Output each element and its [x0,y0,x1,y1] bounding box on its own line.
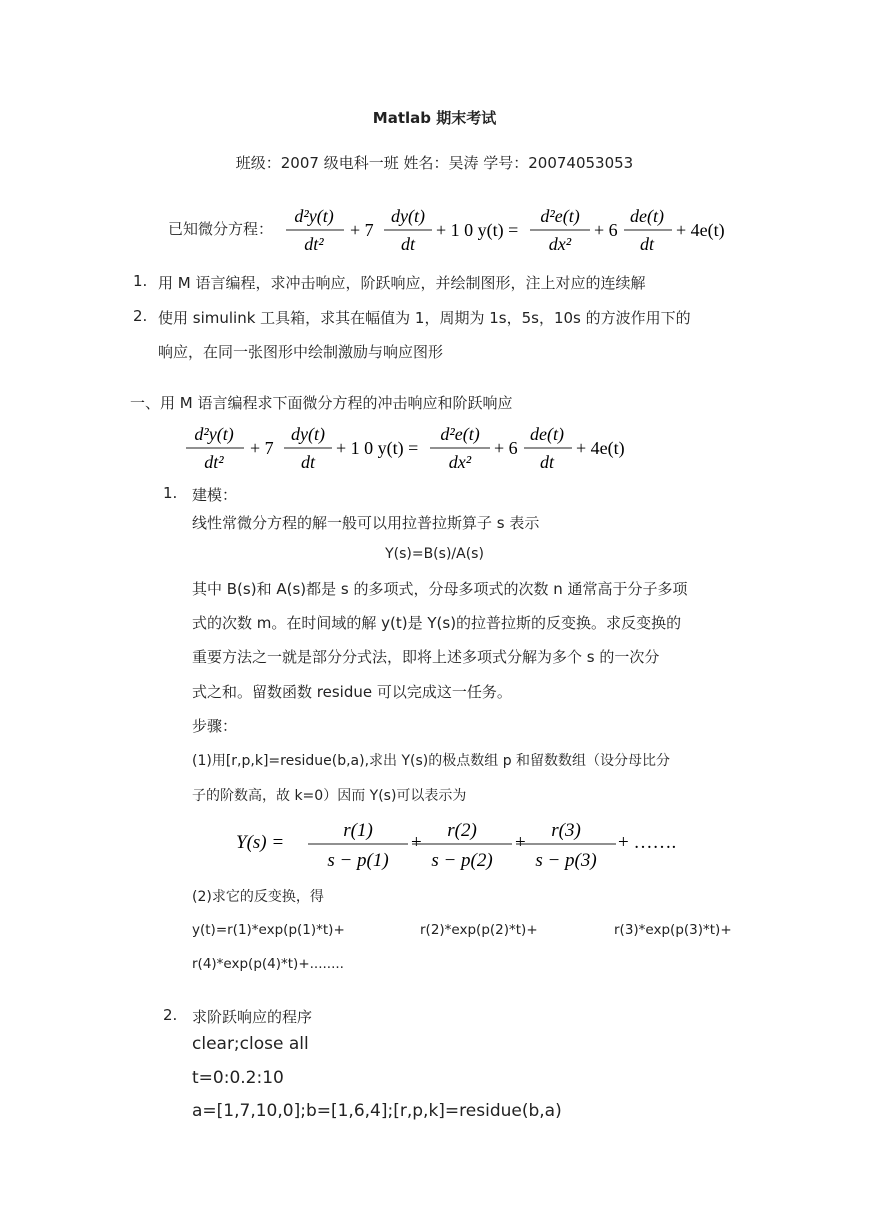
partial-fraction-formula [236,814,676,876]
svg-text:de(t): de(t) [530,424,564,444]
student-info: 班级：2007 级电科一班 姓名：吴涛 学号：20074053053 [235,154,634,172]
ys-lhs: Y(s) = [236,832,285,853]
code-line: t=0:0.2:10 [192,1068,284,1088]
svg-text:dt²: dt² [204,452,224,472]
paragraph-line: 式的次数 m。在时间域的解 y(t)是 Y(s)的拉普拉斯的反变换。求反变换的 [192,614,682,632]
task-text: 用 M 语言编程，求冲击响应，阶跃响应，并绘制图形，注上对应的连续解 [158,274,646,292]
task-text-cont: 响应，在同一张图形中绘制激励与响应图形 [158,343,444,361]
paragraph-line: 式之和。留数函数 residue 可以完成这一任务。 [192,683,512,701]
svg-text:+: + [515,832,526,853]
svg-text:dx²: dx² [448,452,472,472]
svg-text:+ 7: + 7 [250,438,274,458]
frac-num: d²e(t) [540,206,580,226]
coef-4: + 4e(t) [676,220,725,240]
formula: Y(s)=B(s)/A(s) [385,546,484,562]
svg-text:dt: dt [539,452,555,472]
item-label: 求阶跃响应的程序 [192,1008,313,1026]
coef-10: + 1 0 y(t) = [436,220,519,240]
task-text: 使用 simulink 工具箱，求其在幅值为 1，周期为 1s，5s，10s 的方波作用下的 [158,309,691,327]
frac-num: dy(t) [391,206,425,226]
code-line: a=[1,7,10,0];b=[1,6,4];[r,p,k]=residue(b,a) [192,1101,562,1121]
svg-text:s − p(3): s − p(3) [535,850,597,871]
item-label: 建模： [192,486,238,504]
frac-den: dx² [548,234,572,254]
frac-num: d²y(t) [294,206,334,226]
svg-text:+ …….: + ……. [618,832,676,853]
svg-text:+ 6: + 6 [494,438,518,458]
frac-num: de(t) [630,206,664,226]
steps-label: 步骤： [192,717,238,735]
svg-text:r(3): r(3) [551,820,581,841]
svg-text:r(1): r(1) [343,820,373,841]
task-number: 1. [133,272,148,290]
task-number: 2. [133,307,148,325]
frac-den: dt [639,234,655,254]
step-line: 子的阶数高，故 k=0）因而 Y(s)可以表示为 [192,788,467,804]
step-line: (2)求它的反变换，得 [192,889,324,905]
paragraph-line: 其中 B(s)和 A(s)都是 s 的多项式，分母多项式的次数 n 通常高于分子多项 [192,580,688,598]
paragraph-line: 重要方法之一就是部分分式法，即将上述多项式分解为多个 s 的一次分 [192,648,660,666]
item-number: 2. [163,1006,178,1024]
yt-part: r(2)*exp(p(2)*t)+ [420,922,538,938]
svg-text:d²y(t): d²y(t) [194,424,234,444]
svg-text:s − p(1): s − p(1) [327,850,389,871]
frac-den: dt [400,234,416,254]
item-number: 1. [163,484,178,502]
svg-text:r(2): r(2) [447,820,477,841]
yt-part: r(4)*exp(p(4)*t)+........ [192,956,344,972]
svg-text:dt: dt [300,452,316,472]
differential-equation-section [180,420,640,476]
yt-part: y(t)=r(1)*exp(p(1)*t)+ [192,922,345,938]
section-heading: 一、用 M 语言编程求下面微分方程的冲击响应和阶跃响应 [130,394,513,412]
svg-text:s − p(2): s − p(2) [431,850,493,871]
page-title: Matlab 期末考试 [372,109,497,127]
svg-text:dy(t): dy(t) [291,424,325,444]
step-line: (1)用[r,p,k]=residue(b,a),求出 Y(s)的极点数组 p 和留数数组（设分母比分 [192,753,671,769]
differential-equation-top [280,202,740,258]
svg-text:+: + [411,832,422,853]
frac-den: dt² [304,234,324,254]
yt-part: r(3)*exp(p(3)*t)+ [614,922,732,938]
equation-label: 已知微分方程： [168,220,274,238]
svg-text:d²e(t): d²e(t) [440,424,480,444]
svg-text:+ 1 0 y(t) =: + 1 0 y(t) = [336,438,419,458]
code-line: clear;close all [192,1034,309,1054]
paragraph: 线性常微分方程的解一般可以用拉普拉斯算子 s 表示 [192,514,540,532]
svg-text:+ 4e(t): + 4e(t) [576,438,625,458]
coef-6: + 6 [594,220,618,240]
coef-7: + 7 [350,220,374,240]
